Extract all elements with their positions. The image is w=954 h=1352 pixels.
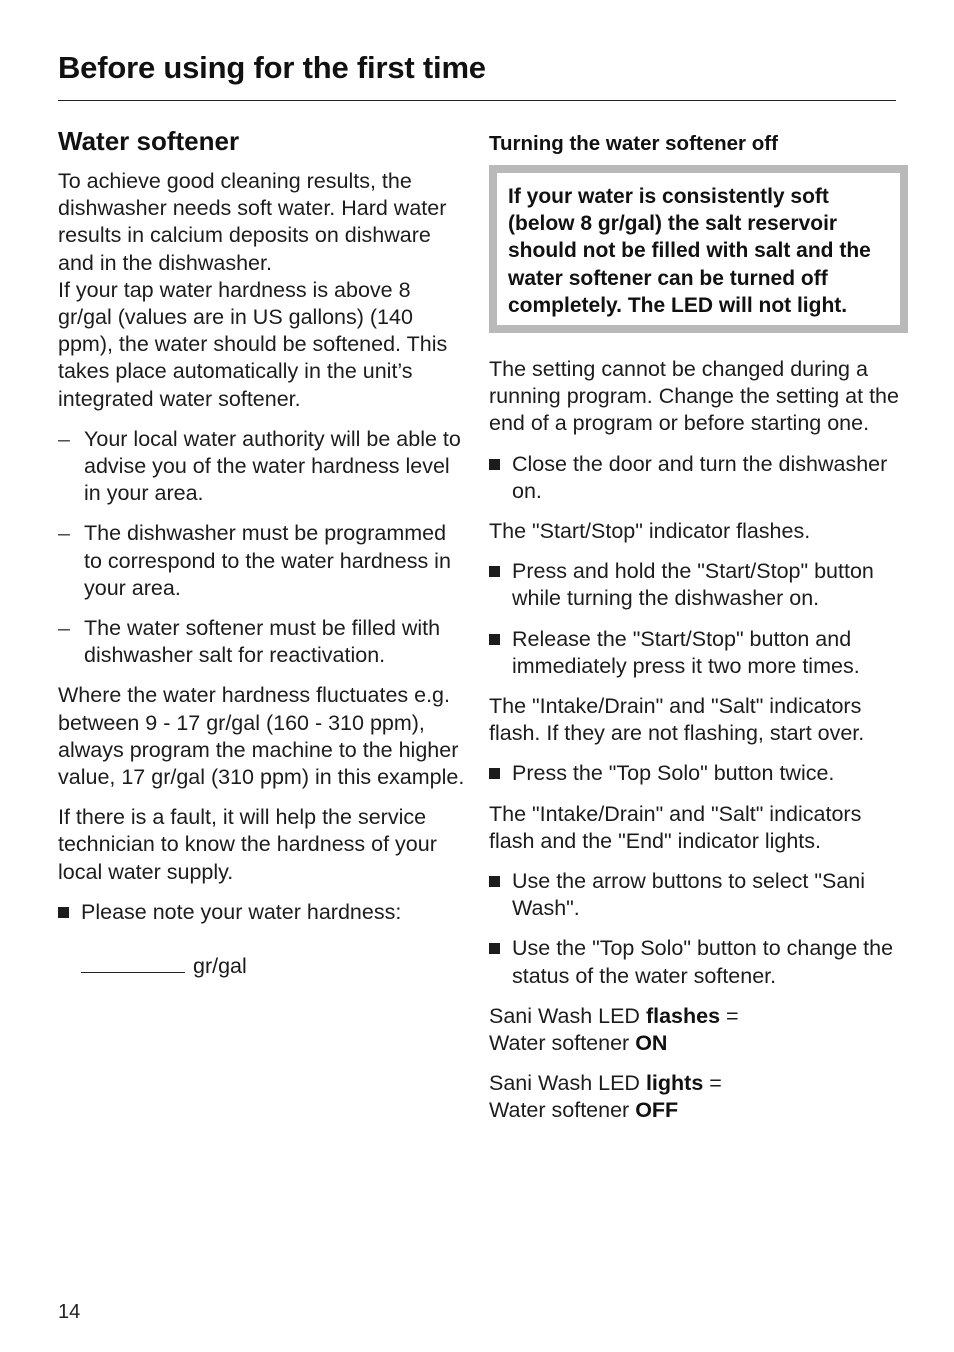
start-stop-flashes-paragraph: The "Start/Stop" indicator flashes.: [489, 519, 811, 544]
intake-salt-paragraph: The "Intake/Drain" and "Salt" indicators flash. If they are not flashing, start over.: [489, 694, 865, 746]
list-item: – The dishwasher must be programmed to correspond to the water hardness in your area.: [58, 521, 451, 600]
hardness-write-in-line: [58, 952, 466, 980]
square-bullet-icon: [489, 943, 500, 954]
left-column: [58, 124, 466, 980]
square-bullet-icon: [489, 566, 500, 577]
page-number: 14: [58, 1301, 81, 1323]
intro-paragraph-2: If your tap water hardness is above 8 gr/gal (values are in US gallons) (140 ppm), the water should be softened. This takes place automatically in the unit’s integrated water softener.: [58, 277, 448, 411]
section-heading-water-softener: Water softener: [58, 126, 240, 156]
step-top-solo-twice: Press the "Top Solo" button twice.: [489, 760, 899, 787]
softener-off-state: Sani Wash LED lights = Water softener OFF: [489, 1071, 722, 1123]
note-hardness-step: Please note your water hardness:: [58, 899, 466, 926]
step-select-sani-wash: Use the arrow buttons to select "Sani Wash".: [489, 868, 899, 922]
square-bullet-icon: [489, 459, 500, 470]
fluctuation-paragraph: Where the water hardness fluctuates e.g. between 9 - 17 gr/gal (160 - 310 ppm), always program the machine to the higher value, 17 gr/gal (310 ppm) in this example.: [58, 683, 465, 790]
page-title: Before using for the first time: [58, 50, 486, 85]
step-release: Release the "Start/Stop" button and immediately press it two more times.: [489, 626, 899, 680]
square-bullet-icon: [58, 907, 69, 918]
end-indicator-paragraph: The "Intake/Drain" and "Salt" indicators flash and the "End" indicator lights.: [489, 801, 862, 853]
square-bullet-icon: [489, 768, 500, 779]
step-press-hold: Press and hold the "Start/Stop" button while turning the dishwasher on.: [489, 558, 899, 612]
square-bullet-icon: [489, 876, 500, 887]
fault-paragraph: If there is a fault, it will help the service technician to know the hardness of your local water supply.: [58, 805, 437, 884]
square-bullet-icon: [489, 634, 500, 645]
intro-paragraph-1: To achieve good cleaning results, the dishwasher needs soft water. Hard water results in calcium deposits on dishware and in the dishwasher.: [58, 169, 447, 275]
setting-paragraph: The setting cannot be changed during a running program. Change the setting at the end of a program or before starting one.: [489, 357, 899, 436]
notice-box: [489, 165, 908, 333]
notice-text: If your water is consistently soft (below 8 gr/gal) the salt reservoir should not be filled with salt and the water softener can be turned off completely. The LED will not light.: [508, 185, 871, 317]
dash-bullet-icon: –: [58, 426, 70, 451]
title-divider: [58, 100, 896, 101]
list-item: – The water softener must be filled with dishwasher salt for reactivation.: [58, 616, 441, 668]
dash-bullet-icon: –: [58, 616, 70, 641]
step-change-status: Use the "Top Solo" button to change the status of the water softener.: [489, 935, 899, 989]
info-dash-list: [58, 426, 466, 670]
blank-fill-line: [81, 952, 185, 973]
subheading-turning-off: Turning the water softener off: [489, 132, 778, 155]
right-column: [489, 130, 899, 1125]
list-item: – Your local water authority will be able to advise you of the water hardness level in your area.: [58, 426, 461, 506]
dash-bullet-icon: –: [58, 521, 70, 546]
unit-label: gr/gal: [193, 954, 247, 979]
softener-on-state: Sani Wash LED flashes = Water softener ON: [489, 1003, 739, 1056]
step-close-door: Close the door and turn the dishwasher on.: [489, 451, 899, 505]
